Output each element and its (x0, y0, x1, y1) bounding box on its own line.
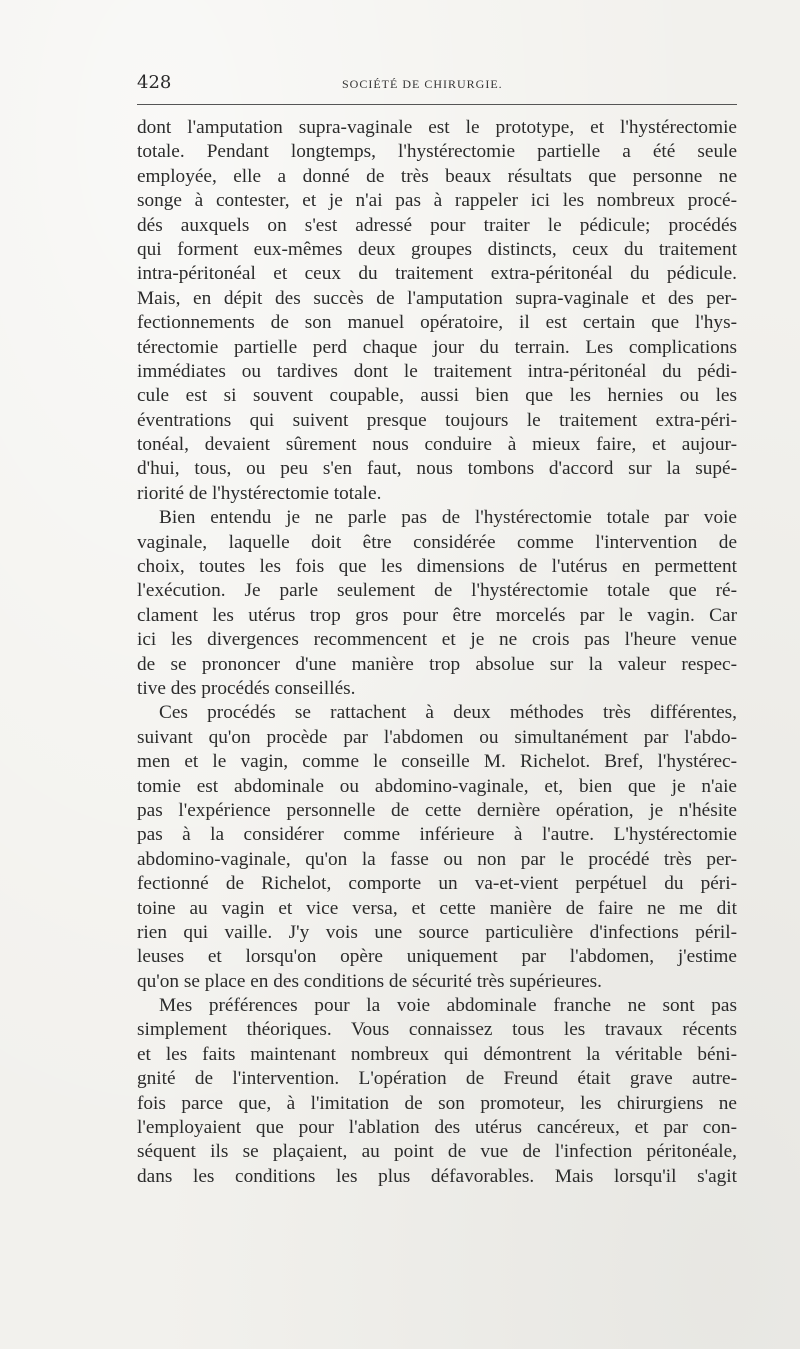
page-number: 428 (137, 72, 172, 93)
text-line: immédiates ou tardives dont le traitement intra-péritonéal du pédi- (137, 360, 737, 382)
text-line: qui forment eux-mêmes deux groupes distincts, ceux du traitement (137, 238, 737, 260)
text-line: clament les utérus trop gros pour être morcelés par le vagin. Car (137, 604, 737, 626)
text-line: l'employaient que pour l'ablation des utérus cancéreux, et par con- (137, 1117, 737, 1139)
text-line: rien qui vaille. J'y vois une source particulière d'infections péril- (137, 921, 737, 943)
text-line: et les faits maintenant nombreux qui démontrent la véritable béni- (137, 1043, 737, 1065)
text-line: riorité de l'hystérectomie totale. (137, 482, 382, 504)
text-line: pas l'expérience personnelle de cette dernière opération, je n'hésite (137, 799, 737, 821)
text-line: tomie est abdominale ou abdomino-vaginale, et, bien que je n'aie (137, 775, 737, 797)
text-line: fois parce que, à l'imitation de son promoteur, les chirurgiens ne (137, 1092, 737, 1114)
text-line: tonéal, devaient sûrement nous conduire à mieux faire, et aujour- (137, 434, 737, 456)
text-line: dans les conditions les plus défavorables. Mais lorsqu'il s'agit (137, 1165, 737, 1187)
text-line: cule est si souvent coupable, aussi bien que les hernies ou les (137, 385, 737, 407)
header-rule (137, 104, 737, 105)
text-line: gnité de l'intervention. L'opération de Freund était grave autre- (137, 1068, 737, 1090)
text-line: tive des procédés conseillés. (137, 677, 356, 699)
text-line: leuses et lorsqu'on opère uniquement par l'abdomen, j'estime (137, 946, 737, 968)
text-line: fectionné de Richelot, comporte un va-et-vient perpétuel du péri- (137, 873, 737, 895)
text-line: Bien entendu je ne parle pas de l'hystérectomie totale par voie (159, 507, 737, 529)
paragraph (137, 994, 737, 1189)
page-header (137, 70, 737, 100)
text-line: employée, elle a donné de très beaux résultats que personne ne (137, 165, 737, 187)
text-line: ici les divergences recommencent et je ne crois pas l'heure venue (137, 629, 737, 651)
text-line: éventrations qui suivent presque toujours le traitement extra-péri- (137, 409, 737, 431)
text-line: séquent ils se plaçaient, au point de vue de l'infection péritonéale, (137, 1141, 737, 1163)
text-line: totale. Pendant longtemps, l'hystérectomie partielle a été seule (137, 141, 737, 163)
text-line: abdomino-vaginale, qu'on la fasse ou non par le procédé très per- (137, 848, 737, 870)
text-line: toine au vagin et vice versa, et cette manière de faire ne me dit (137, 897, 737, 919)
text-line: pas à la considérer comme inférieure à l'autre. L'hystérectomie (137, 824, 737, 846)
text-line: l'exécution. Je parle seulement de l'hystérectomie totale que ré- (137, 580, 737, 602)
text-line: fectionnements de son manuel opératoire, il est certain que l'hys- (137, 312, 737, 334)
paragraph (137, 701, 737, 994)
text-line: vaginale, laquelle doit être considérée comme l'intervention de (137, 531, 737, 553)
text-line: dés auxquels on s'est adressé pour traiter le pédicule; procédés (137, 214, 737, 236)
text-line: Ces procédés se rattachent à deux méthodes très différentes, (159, 702, 737, 724)
paragraph (137, 116, 737, 506)
text-line: simplement théoriques. Vous connaissez tous les travaux récents (137, 1019, 737, 1041)
text-line: intra-péritonéal et ceux du traitement extra-péritonéal du pédicule. (137, 263, 737, 285)
text-line: dont l'amputation supra-vaginale est le prototype, et l'hystérectomie (137, 117, 737, 138)
text-line: qu'on se place en des conditions de sécurité très supérieures. (137, 970, 603, 992)
text-line: choix, toutes les fois que les dimensions de l'utérus en permettent (137, 556, 737, 578)
text-line: Mes préférences pour la voie abdominale franche ne sont pas (159, 995, 737, 1017)
text-line: men et le vagin, comme le conseille M. Richelot. Bref, l'hystérec- (137, 751, 737, 773)
text-line: d'hui, tous, ou peu s'en faut, nous tombons d'accord sur la supé- (137, 458, 737, 480)
text-line: térectomie partielle perd chaque jour du terrain. Les complications (137, 336, 737, 358)
text-line: Mais, en dépit des succès de l'amputation supra-vaginale et des per- (137, 287, 737, 309)
body-text (137, 116, 737, 1189)
text-line: de se prononcer d'une manière trop absolue sur la valeur respec- (137, 653, 737, 675)
text-line: suivant qu'on procède par l'abdomen ou simultanément par l'abdo- (137, 726, 737, 748)
running-title: SOCIÉTÉ DE CHIRURGIE. (342, 77, 503, 91)
paragraph (137, 506, 737, 701)
text-line: songe à contester, et je n'ai pas à rappeler ici les nombreux procé- (137, 190, 737, 212)
